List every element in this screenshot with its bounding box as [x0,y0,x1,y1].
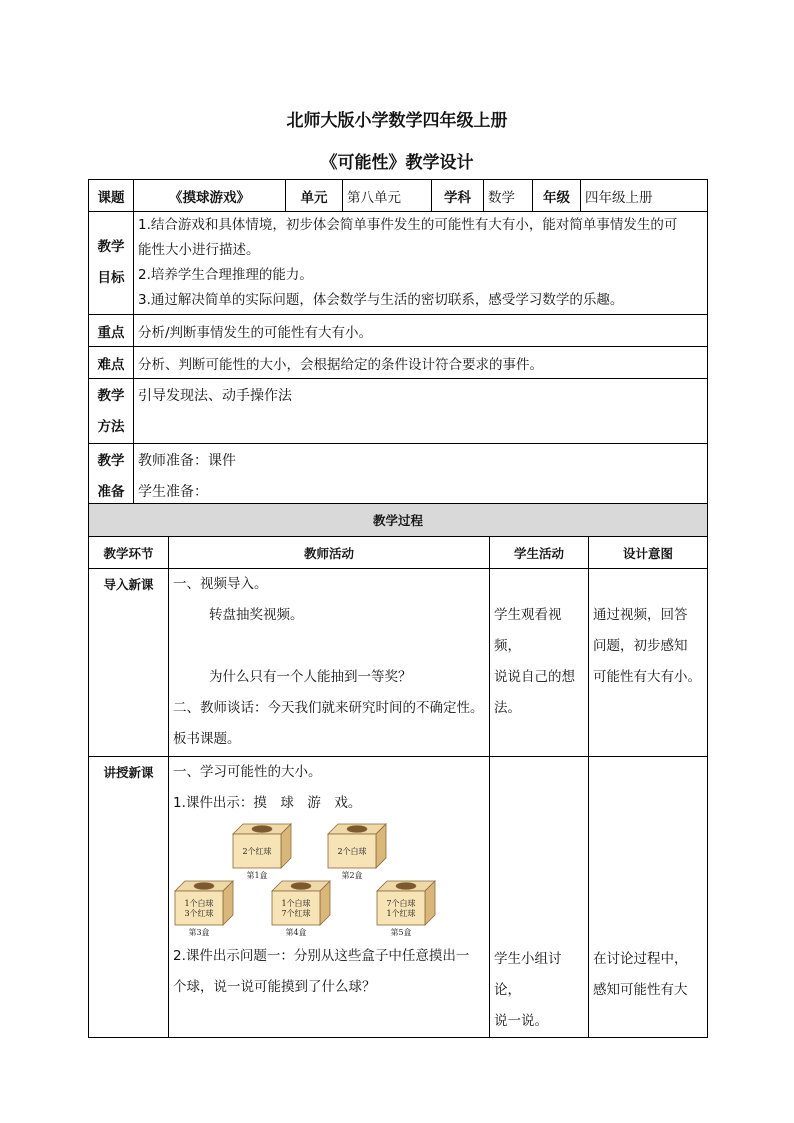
goal-line: 3.通过解决简单的实际问题，体会数学与生活的密切联系，感受学习数学的乐趣。 [138,292,624,308]
box-label: 1个白球 [184,899,214,908]
ball-box-graphic [231,822,293,880]
topic-label: 课题 [89,180,134,212]
header-student: 学生活动 [490,537,589,569]
teacher-line: 2.课件出示问题一：分别从这些盒子中任意摸出一 [173,948,470,964]
stage-intro: 导入新课 [89,569,169,757]
subject-label: 学科 [432,180,484,212]
teaching-process-table [88,503,708,1038]
method-label: 教学 方法 [89,379,134,444]
stage-new-lesson: 讲授新课 [89,757,169,1038]
difficult-value: 分析、判断可能性的大小，会根据给定的条件设计符合要求的事件。 [134,347,708,379]
box-label: 7个白球 [386,899,416,908]
box-label: 1个红球 [386,909,416,918]
teacher-line: 为什么只有一个人能抽到一等奖？ [209,669,412,685]
teacher-line: 二、教师谈话：今天我们就来研究时间的不确定性。 [173,700,484,716]
box-label: 2个红球 [242,847,272,856]
topic-value: 《摸球游戏》 [134,180,286,212]
key-value: 分析/判断事情发生的可能性有大有小。 [134,315,708,347]
ball-box-4 [270,879,332,949]
header-intent: 设计意图 [589,537,708,569]
header-teacher: 教师活动 [169,537,490,569]
teacher-line: 一、学习可能性的大小。 [173,764,322,780]
unit-value: 第八单元 [343,180,432,212]
ball-box-graphic [173,879,235,937]
ball-box-3 [173,879,235,949]
grade-label: 年级 [533,180,581,212]
process-title: 教学过程 [89,504,708,537]
prep-content [134,444,708,509]
prep-label: 教学 准备 [89,444,134,509]
new-student-activity: 学生小组讨论， 说一说。 [490,757,589,1038]
intro-teacher-activity [169,569,490,757]
key-label: 重点 [89,315,134,347]
box-caption: 第2盒 [341,871,363,880]
grade-value: 四年级上册 [581,180,708,212]
teacher-line: 1.课件出示：摸 球 游 戏。 [173,795,362,811]
prep-teacher: 教师准备：课件 [138,453,236,469]
box-label: 3个红球 [184,909,214,918]
box-caption: 第5盒 [390,928,412,937]
ball-box-graphic [326,822,388,880]
new-teacher-activity [169,757,490,1038]
ball-box-graphic [375,879,437,937]
box-caption: 第3盒 [188,928,210,937]
teacher-line: 板书课题。 [173,731,241,747]
box-caption: 第4盒 [285,928,307,937]
teacher-line: 个球，说一说可能摸到了什么球？ [173,979,376,995]
ball-box-5 [375,879,437,949]
box-label: 7个红球 [281,909,311,918]
lesson-info-table [88,179,708,509]
box-caption: 第1盒 [246,871,268,880]
ball-boxes-illustration [173,819,485,941]
new-intent: 在讨论过程中， 感知可能性有大 [589,757,708,1038]
goal-line: 能性大小进行描述。 [138,242,260,258]
prep-student: 学生准备： [138,484,208,500]
intro-intent: 通过视频，回答 问题，初步感知 可能性有大有小。 [589,569,708,757]
goal-line: 2.培养学生合理推理的能力。 [138,267,313,283]
subject-value: 数学 [484,180,533,212]
goal-line: 1.结合游戏和具体情境，初步体会简单事件发生的可能性有大有小，能对简单事情发生的可 [138,217,678,233]
goals-content [134,212,708,315]
unit-label: 单元 [286,180,343,212]
intro-student-activity: 学生观看视频， 说说自己的想 法。 [490,569,589,757]
teacher-line: 转盘抽奖视频。 [209,607,304,623]
box-label: 1个白球 [281,899,311,908]
document-subtitle: 《可能性》教学设计 [320,153,474,173]
document-title: 北师大版小学数学四年级上册 [286,111,508,131]
box-label: 2个白球 [337,847,367,856]
method-value: 引导发现法、动手操作法 [134,379,708,444]
goals-label: 教学 目标 [89,212,134,315]
teacher-line: 一、视频导入。 [173,576,268,592]
header-stage: 教学环节 [89,537,169,569]
ball-box-graphic [270,879,332,937]
difficult-label: 难点 [89,347,134,379]
